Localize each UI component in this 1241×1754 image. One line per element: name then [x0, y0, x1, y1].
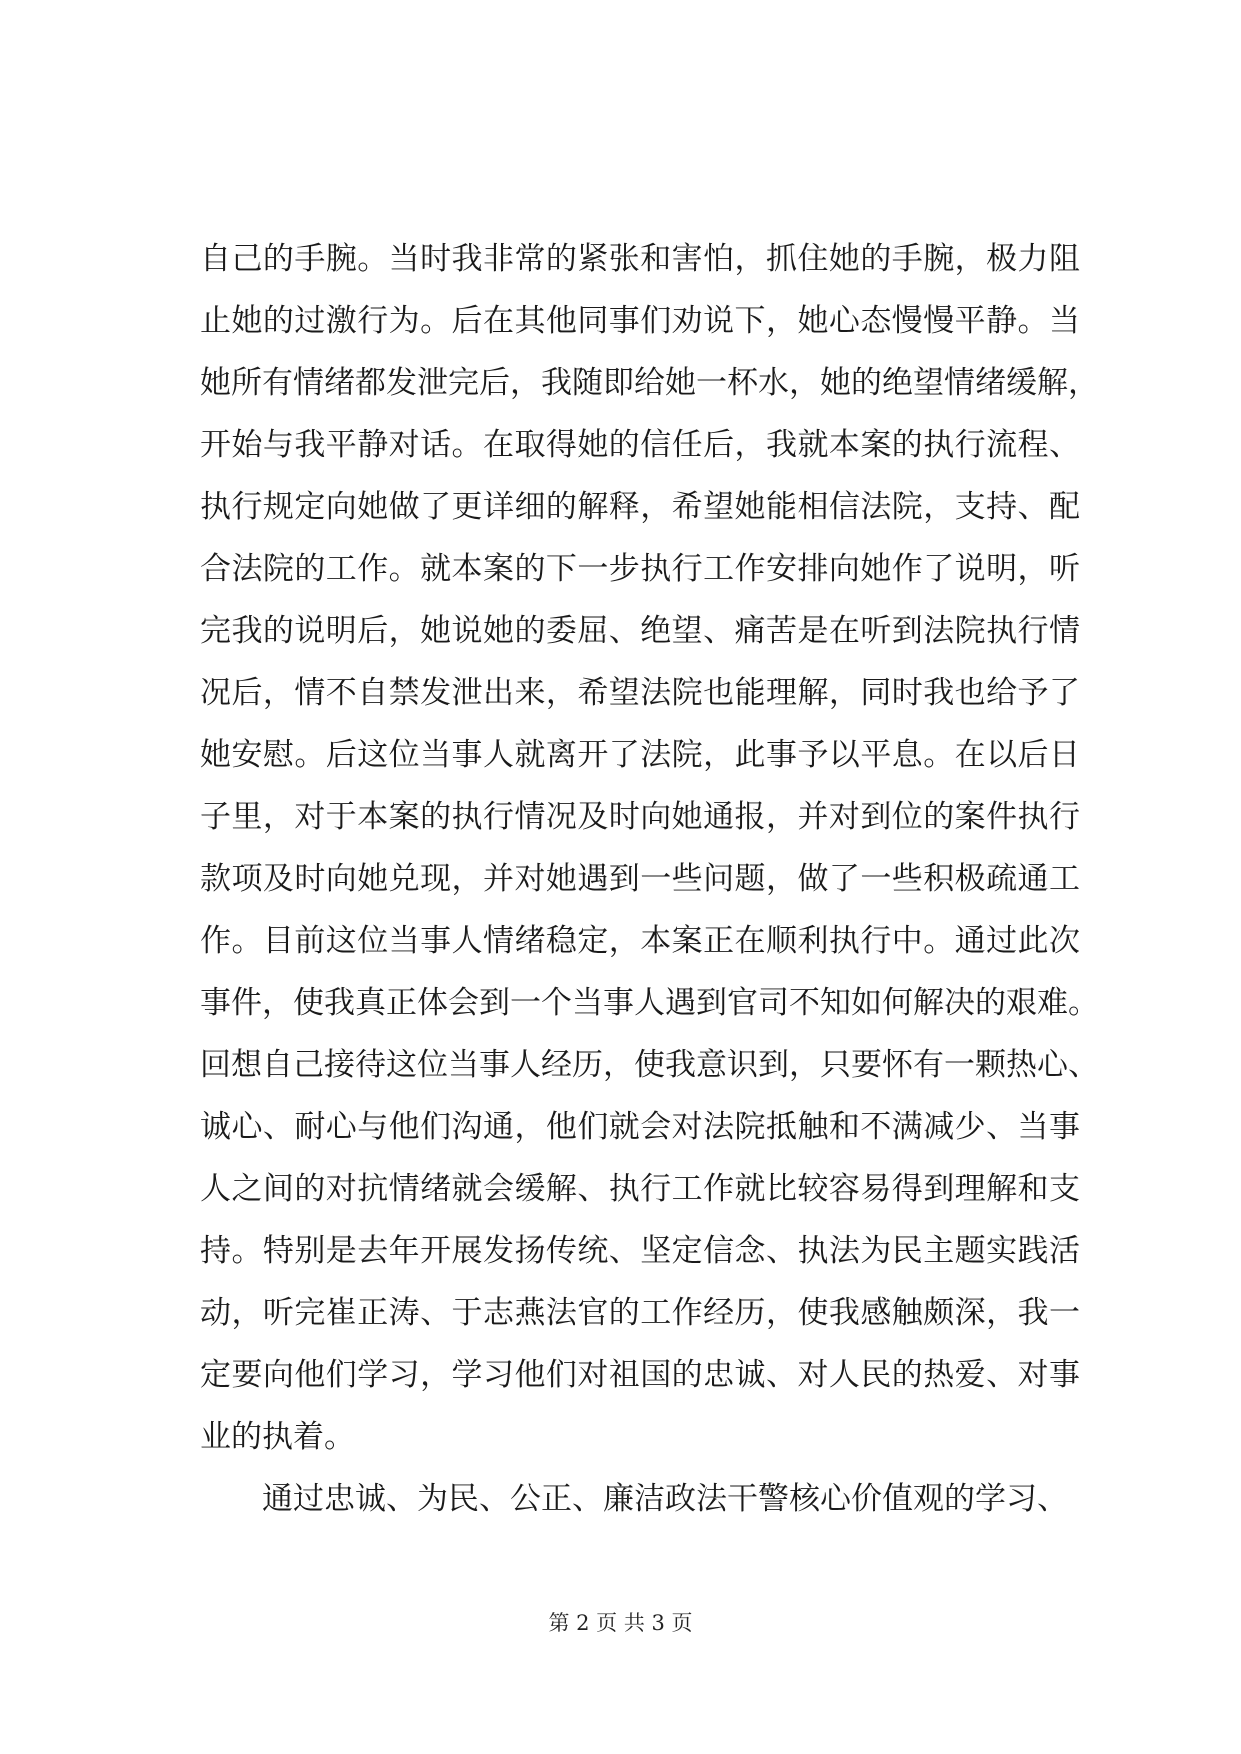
text-line: 况后，情不自禁发泄出来，希望法院也能理解，同时我也给予了 — [200, 675, 1080, 711]
text-line: 定要向他们学习，学习他们对祖国的忠诚、对人民的热爱、对事 — [200, 1357, 1080, 1393]
text-line: 子里，对于本案的执行情况及时向她通报，并对到位的案件执行 — [200, 799, 1080, 835]
text-line-paragraph-start: 通过忠诚、为民、公正、廉洁政法干警核心价值观的学习、 — [262, 1481, 1068, 1517]
text-line: 回想自己接待这位当事人经历，使我意识到，只要怀有一颗热心、 — [200, 1047, 1099, 1083]
text-line: 事件，使我真正体会到一个当事人遇到官司不知如何解决的艰难。 — [200, 985, 1099, 1021]
text-line: 开始与我平静对话。在取得她的信任后，我就本案的执行流程、 — [200, 427, 1080, 463]
text-line: 款项及时向她兑现，并对她遇到一些问题，做了一些积极疏通工 — [200, 861, 1080, 897]
text-line: 诚心、耐心与他们沟通，他们就会对法院抵触和不满减少、当事 — [200, 1109, 1080, 1145]
body-text — [200, 228, 1099, 1530]
text-line: 作。目前这位当事人情绪稳定，本案正在顺利执行中。通过此次 — [200, 923, 1080, 959]
text-line-paragraph-end: 业的执着。 — [200, 1419, 355, 1455]
text-line: 动，听完崔正涛、于志燕法官的工作经历，使我感触颇深，我一 — [200, 1295, 1080, 1331]
page-number-footer: 第 2 页 共 3 页 — [548, 1611, 693, 1635]
text-line: 执行规定向她做了更详细的解释，希望她能相信法院，支持、配 — [200, 489, 1080, 525]
text-line: 她所有情绪都发泄完后，我随即给她一杯水，她的绝望情绪缓解， — [200, 365, 1099, 401]
text-line: 自己的手腕。当时我非常的紧张和害怕，抓住她的手腕，极力阻 — [200, 241, 1080, 277]
text-line: 人之间的对抗情绪就会缓解、执行工作就比较容易得到理解和支 — [200, 1171, 1080, 1207]
text-line: 持。特别是去年开展发扬传统、坚定信念、执法为民主题实践活 — [200, 1233, 1080, 1269]
text-line: 她安慰。后这位当事人就离开了法院，此事予以平息。在以后日 — [200, 737, 1080, 773]
text-line: 合法院的工作。就本案的下一步执行工作安排向她作了说明，听 — [200, 551, 1080, 587]
text-line: 完我的说明后，她说她的委屈、绝望、痛苦是在听到法院执行情 — [200, 613, 1080, 649]
text-line: 止她的过激行为。后在其他同事们劝说下，她心态慢慢平静。当 — [200, 303, 1080, 339]
